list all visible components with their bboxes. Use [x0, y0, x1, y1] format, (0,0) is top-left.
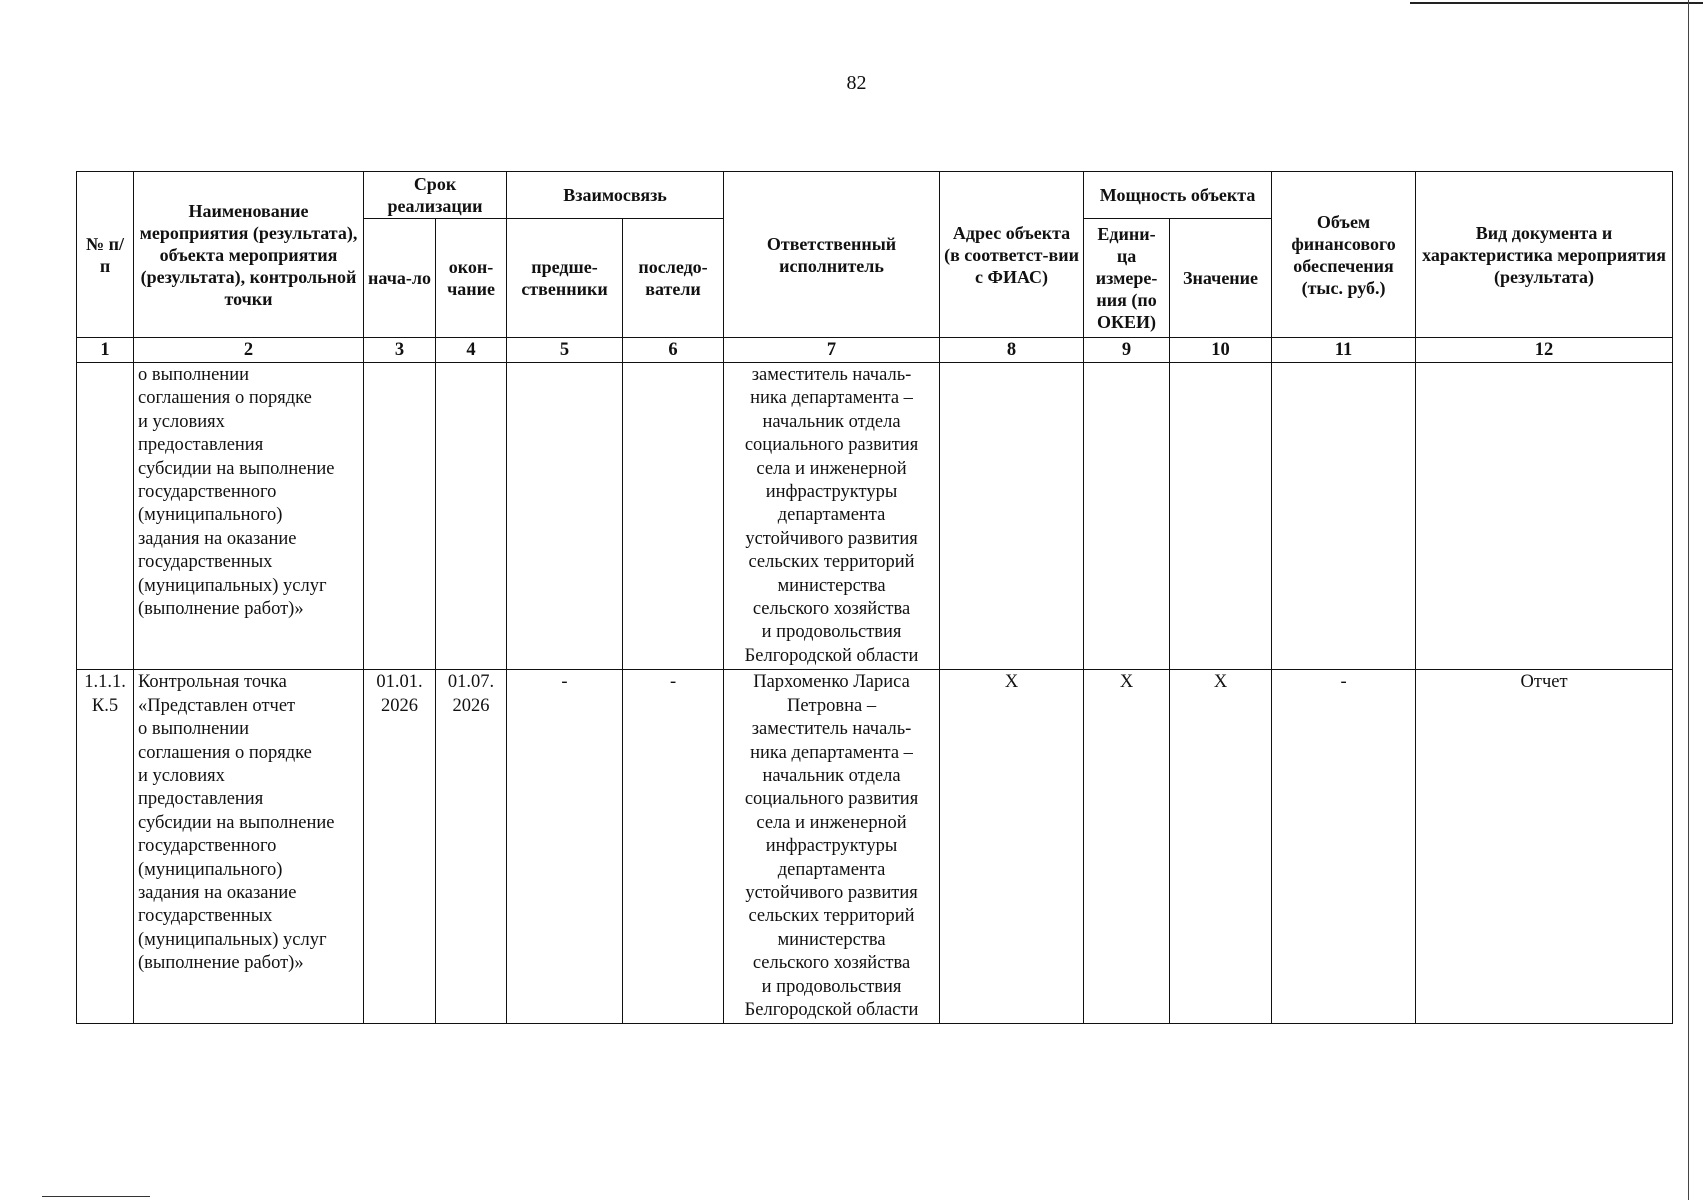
header-value: Значение: [1170, 219, 1272, 338]
page-number: 82: [846, 72, 867, 94]
cell-start: 01.01. 2026: [364, 670, 436, 1024]
header-doc-type: Вид документа и характеристика мероприятия (результата): [1416, 172, 1673, 338]
header-predecessors: предше-ственники: [507, 219, 623, 338]
header-unit: Едини-ца измере-ния (по ОКЕИ): [1084, 219, 1170, 338]
header-successors: последо-ватели: [623, 219, 724, 338]
cell-unit: [1084, 363, 1170, 670]
cell-doc-type: [1416, 363, 1673, 670]
bottom-scan-rule: [42, 1196, 150, 1197]
table-row: [77, 670, 1673, 1024]
header-end: окон-чание: [436, 219, 507, 338]
header-period: Срок реализации: [364, 172, 507, 219]
cell-doc-type: Отчет: [1416, 670, 1673, 1024]
header-name: Наименование мероприятия (результата), объекта мероприятия (результата), контрольной точки: [134, 172, 364, 338]
cell-end: 01.07. 2026: [436, 670, 507, 1024]
column-number: 3: [364, 338, 436, 363]
column-number: 4: [436, 338, 507, 363]
cell-end: [436, 363, 507, 670]
top-scan-rule: [1410, 2, 1703, 4]
table-row: [77, 363, 1673, 670]
cell-name: о выполнении соглашения о порядке и условиях предоставления субсидии на выполнение государственного (муниципального) задания на оказание государственных (муниципальных) услуг (выполнение работ)»: [134, 363, 364, 670]
cell-unit: Х: [1084, 670, 1170, 1024]
cell-start: [364, 363, 436, 670]
implementation-plan-table: [76, 171, 1673, 1024]
header-executor: Ответственный исполнитель: [724, 172, 940, 338]
header-finance: Объем финансового обеспечения (тыс. руб.): [1272, 172, 1416, 338]
header-row-top: [77, 172, 1673, 219]
cell-successors: [623, 363, 724, 670]
column-number: 11: [1272, 338, 1416, 363]
cell-executor: Пархоменко Лариса Петровна – заместитель началь- ника департамента – начальник отдела социального развития села и инженерной инфраструктуры департамента устойчивого развития сельских территорий министерства сельского хозяйства и продовольствия Белгородской области: [724, 670, 940, 1024]
cell-address: Х: [940, 670, 1084, 1024]
cell-successors: -: [623, 670, 724, 1024]
header-no: № п/п: [77, 172, 134, 338]
cell-no: 1.1.1. К.5: [77, 670, 134, 1024]
column-number: 7: [724, 338, 940, 363]
column-number: 2: [134, 338, 364, 363]
column-number: 12: [1416, 338, 1673, 363]
cell-predecessors: [507, 363, 623, 670]
cell-predecessors: -: [507, 670, 623, 1024]
column-number: 6: [623, 338, 724, 363]
column-number: 10: [1170, 338, 1272, 363]
cell-finance: [1272, 363, 1416, 670]
cell-address: [940, 363, 1084, 670]
column-number: 9: [1084, 338, 1170, 363]
right-scan-rule: [1688, 0, 1689, 1200]
cell-value: Х: [1170, 670, 1272, 1024]
cell-finance: -: [1272, 670, 1416, 1024]
header-address: Адрес объекта (в соответст-вии с ФИАС): [940, 172, 1084, 338]
cell-executor: заместитель началь- ника департамента – начальник отдела социального развития села и инженерной инфраструктуры департамента устойчивого развития сельских территорий министерства сельского хозяйства и продовольствия Белгородской области: [724, 363, 940, 670]
column-number: 5: [507, 338, 623, 363]
header-capacity: Мощность объекта: [1084, 172, 1272, 219]
column-number: 1: [77, 338, 134, 363]
cell-name: Контрольная точка «Представлен отчет о выполнении соглашения о порядке и условиях предоставления субсидии на выполнение государственного (муниципального) задания на оказание государственных (муниципальных) услуг (выполнение работ)»: [134, 670, 364, 1024]
cell-value: [1170, 363, 1272, 670]
header-relation: Взаимосвязь: [507, 172, 724, 219]
header-start: нача-ло: [364, 219, 436, 338]
column-number-row: [77, 338, 1673, 363]
column-number: 8: [940, 338, 1084, 363]
cell-no: [77, 363, 134, 670]
